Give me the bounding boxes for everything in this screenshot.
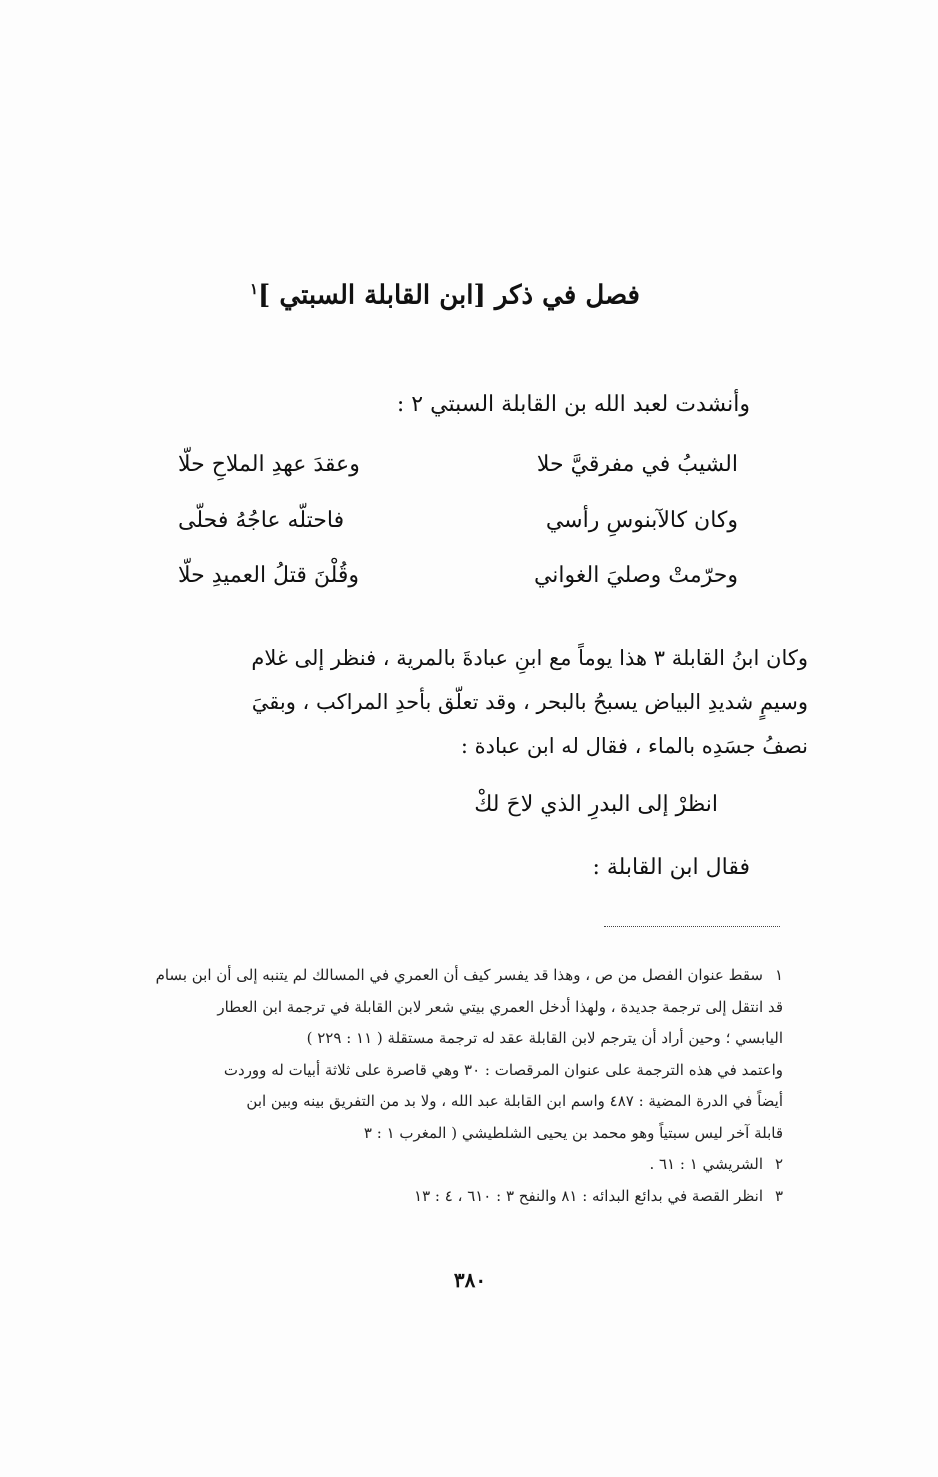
verse-line-3 [178, 563, 738, 603]
footnote-2 [103, 1149, 783, 1181]
footnote-2-line-1: الشريشي ١ : ٦١ . [649, 1155, 763, 1173]
poem-intro: وأنشدت لعبد الله بن القابلة السبتي ٢ : [396, 392, 750, 417]
verse-line-2 [178, 508, 738, 548]
footnote-1-line-2: قد انتقل إلى ترجمة جديدة ، ولهذا أدخل العمري بيتي شعر لابن القابلة في ترجمة ابن العطار [217, 997, 783, 1016]
page-number: ٣٨٠ [453, 1268, 487, 1292]
footnote-2-number: ٢ [774, 1155, 783, 1173]
footnote-1-number: ١ [774, 966, 783, 984]
footnote-1-line-5: أيضاً في الدرة المضية : ٤٨٧ واسم ابن القابلة عبد الله ، ولا بد من التفريق بينه وبين ابن [246, 1092, 783, 1110]
paragraph-line-1: وكان ابنُ القابلة ٣ هذا يوماً مع ابنِ عبادةَ بالمرية ، فنظر إلى غلام [251, 646, 808, 670]
paragraph-line-3: نصفُ جسَدِه بالماء ، فقال له ابن عبادة : [460, 734, 808, 758]
verse-2-second-hemistich: فاحتلّه عاجُهُ فحلّى [178, 508, 345, 533]
single-verse: انظرْ إلى البدرِ الذي لاحَ لكْ [474, 792, 718, 817]
verse-2-first-hemistich: وكان كالآبنوسِ رأسي [545, 508, 738, 533]
footnote-1 [103, 960, 783, 992]
footnote-3-line-1: انظر القصة في بدائع البدائه : ٨١ والنفح ٣ : ٦١٠ ، ٤ : ١٣ [414, 1186, 763, 1205]
verse-3-second-hemistich: وقُلْنَ قتلُ العميدِ حلّا [178, 563, 360, 588]
footnote-3-number: ٣ [774, 1186, 783, 1205]
title-footnote-ref: ١ [249, 280, 259, 298]
footnote-1-line-3: اليابسي ؛ وحين أراد أن يترجم لابن القابلة عقد له ترجمة مستقلة ( ١١ : ٢٢٩ ) [306, 1029, 783, 1047]
section-title [249, 280, 640, 311]
verse-1-first-hemistich: الشيبُ في مفرقيَّ حلا [536, 452, 738, 477]
section-title-text: فصل في ذكر [ابن القابلة السبتي ] [258, 280, 640, 311]
footnotes [103, 960, 783, 1212]
footnote-1-line-1: سقط عنوان الفصل من ص ، وهذا قد يفسر كيف أن العمري في المسالك لم يتنبه إلى أن ابن بسام [155, 966, 763, 984]
footnote-3 [103, 1181, 783, 1213]
footnote-divider [604, 926, 780, 927]
verse-1-second-hemistich: وعقدَ عهدِ الملاحِ حلّا [178, 452, 360, 477]
paragraph-line-2: وسيمٍ شديدِ البياض يسبحُ بالبحر ، وقد تعلّق بأحدِ المراكب ، وبقيَ [251, 690, 808, 714]
footnote-1-line-4: واعتمد في هذه الترجمة على عنوان المرقصات : ٣٠ وهي قاصرة على ثلاثة أبيات له ووردت [223, 1060, 783, 1079]
footnote-1-line-6: قابلة آخر ليس سبتياً وهو محمد بن يحيى الشلطيشي ( المغرب ١ : ٣ [363, 1123, 783, 1142]
narrative-paragraph [118, 636, 808, 768]
verse-line-1 [178, 452, 738, 492]
reply-intro: فقال ابن القابلة : [592, 855, 750, 880]
verse-3-first-hemistich: وحرّمتْ وصليَ الغواني [533, 563, 738, 588]
